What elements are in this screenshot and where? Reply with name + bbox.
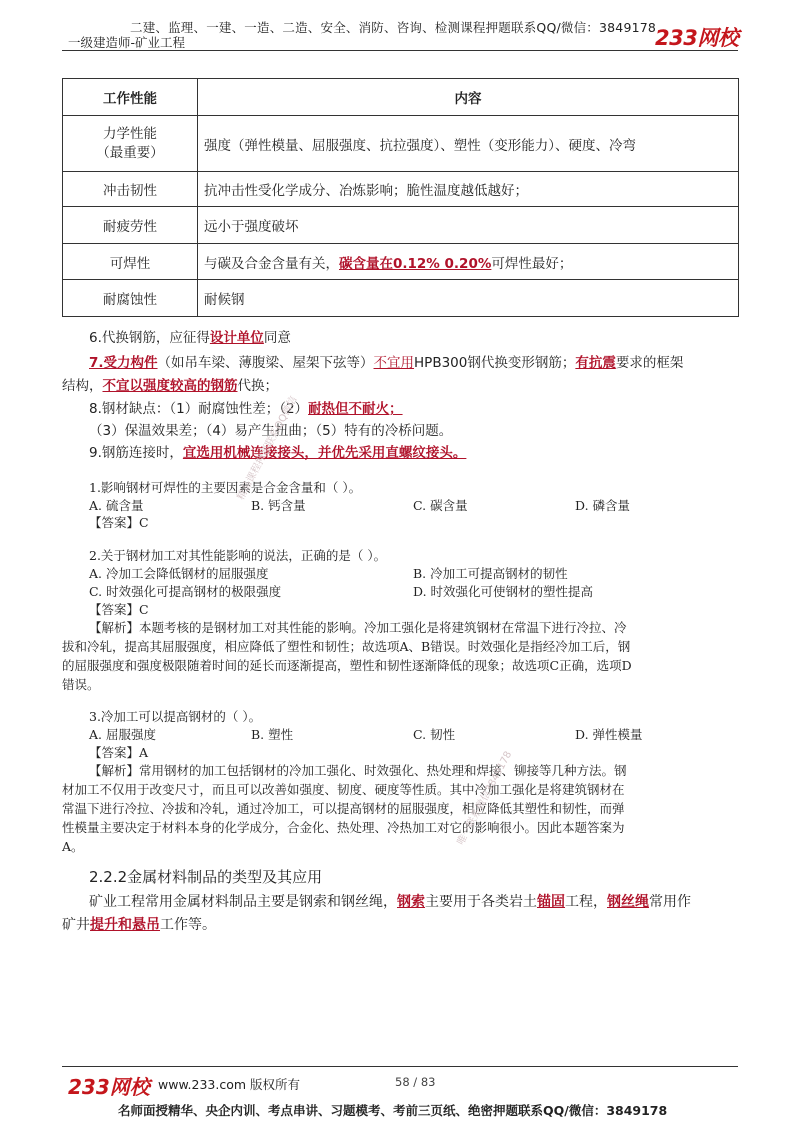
highlight-text: 不宜用 <box>373 355 415 371</box>
highlight-text: 钢丝绳 <box>607 894 649 910</box>
question-2-stem: 2.关于钢材加工对其性能影响的说法，正确的是（ ）。 <box>89 548 387 563</box>
question-1-option-d: D. 磷含量 <box>575 498 631 513</box>
header-subject: 一级建造师-矿业工程 <box>68 35 186 50</box>
highlight-text: 钢索 <box>397 894 425 910</box>
note-text: HPB300钢代换变形钢筋； <box>414 355 576 371</box>
question-3-explanation: 【解析】常用钢材的加工包括钢材的冷加工强化、时效强化、热处理和焊接、铆接等几种方法。钢 <box>89 763 627 778</box>
question-3-explanation: 材加工不仅用于改变尺寸，而且可以改善如强度、韧度、硬度等性质。其中冷加工强化是将建筑钢材在 <box>62 782 625 797</box>
highlight-text: 设计单位 <box>209 330 264 346</box>
note-text: 同意 <box>263 330 291 346</box>
question-1-stem: 1.影响钢材可焊性的主要因素是合金含量和（ ）。 <box>89 480 362 495</box>
question-3-option-c: C. 韧性 <box>413 727 456 742</box>
header-rule <box>62 50 738 51</box>
steel-properties-table <box>62 78 739 317</box>
table-header-row <box>63 79 739 116</box>
highlight-text: 提升和悬吊 <box>90 917 160 933</box>
watermark: 精品课程押题联系QQ微信 <box>235 394 300 503</box>
table-cell-content <box>198 244 739 280</box>
question-1-answer: 【答案】C <box>89 515 149 530</box>
table-cell-property: 耐腐蚀性 <box>63 280 198 317</box>
table-header-cell: 工作性能 <box>63 79 198 116</box>
header-logo: 233网校 <box>655 26 739 50</box>
highlight-text: 有抗震 <box>575 355 616 371</box>
question-3-explanation: 常温下进行冷拉、冷拔和冷轧，通过冷加工，可以提高钢材的屈服强度，相应降低其塑性和韧性，而弹 <box>62 801 625 816</box>
table-header-cell: 内容 <box>198 79 739 116</box>
note-8-cont: （3）保温效果差；（4）易产生扭曲；（5）特有的冷桥问题。 <box>89 423 453 439</box>
note-9 <box>89 441 466 461</box>
note-text: （如吊车梁、薄腹梁、屋架下弦等） <box>157 355 374 371</box>
table-cell-content: 抗冲击性受化学成分、冶炼影响；脆性温度越低越好； <box>198 172 739 207</box>
highlight-text: 宜选用机械连接接头，并优先采用直螺纹接头。 <box>182 445 467 461</box>
table-row <box>63 172 739 207</box>
section-paragraph <box>89 891 691 911</box>
question-3-option-d: D. 弹性模量 <box>575 727 643 742</box>
paragraph-text: 常用作 <box>649 894 691 910</box>
property-note: （最重要） <box>96 144 164 161</box>
paragraph-text: 工作等。 <box>160 917 216 933</box>
footer-site: www.233.com 版权所有 <box>158 1077 300 1092</box>
paragraph-text: 矿井 <box>62 917 90 933</box>
note-text: 6.代换钢筋，应征得 <box>89 330 210 346</box>
question-2-explanation: 的屈服强度和强度极限随着时间的延长而逐渐提高，塑性和韧性逐渐降低的现象；故选项C正确，选项D <box>62 658 632 673</box>
question-2-option-c: C. 时效强化可提高钢材的极限强度 <box>89 584 282 599</box>
question-3-explanation: 性模量主要决定于材料本身的化学成分，合金化、热处理、冷热加工对它的影响很小。因此本题答案为 <box>62 820 625 835</box>
question-1-option-a: A. 硫含量 <box>89 498 144 513</box>
table-cell-property: 耐疲劳性 <box>63 207 198 244</box>
table-row <box>63 116 739 172</box>
note-7 <box>89 351 683 371</box>
table-cell-property: 冲击韧性 <box>63 172 198 207</box>
footer-logo: 233网校 <box>68 1075 150 1099</box>
question-3-option-a: A. 屈服强度 <box>89 727 156 742</box>
paragraph-text: 工程， <box>565 894 607 910</box>
page-number: 58 / 83 <box>395 1075 436 1089</box>
paragraph-text: 主要用于各类岩土 <box>425 894 537 910</box>
note-7-cont <box>62 374 278 394</box>
question-3-stem: 3.冷加工可以提高钢材的（ ）。 <box>89 709 262 724</box>
question-3-explanation: A。 <box>62 839 84 854</box>
paragraph-text: 矿业工程常用金属材料制品主要是钢索和钢丝绳， <box>89 894 397 910</box>
question-2-explanation: 【解析】本题考核的是钢材加工对其性能的影响。冷加工强化是将建筑钢材在常温下进行冷拉、冷 <box>89 620 627 635</box>
section-paragraph-cont <box>62 914 216 934</box>
note-text: 代换； <box>237 378 278 394</box>
highlight-text: 不宜以强度较高的钢筋 <box>102 378 238 394</box>
table-cell-content: 远小于强度破坏 <box>198 207 739 244</box>
note-8 <box>89 397 403 417</box>
content-text: 可焊性最好； <box>491 255 573 272</box>
highlight-text: 7.受力构件 <box>89 355 158 371</box>
note-6 <box>89 326 291 346</box>
table-cell-property <box>63 116 198 172</box>
table-row <box>63 244 739 280</box>
property-name: 力学性能 <box>103 125 157 142</box>
question-2-option-a: A. 冷加工会降低钢材的屈服强度 <box>89 566 269 581</box>
question-1-option-b: B. 钙含量 <box>251 498 306 513</box>
watermark: 唯一联系微信3849178 <box>455 749 515 848</box>
note-text: 8.钢材缺点：（1）耐腐蚀性差；（2） <box>89 401 309 417</box>
highlight-text: 耐热但不耐火； <box>308 401 403 417</box>
footer-contact-line: 名师面授精华、央企内训、考点串讲、习题模考、考前三页纸、绝密押题联系QQ/微信：3849178 <box>118 1103 668 1118</box>
highlight-text: 碳含量在0.12% 0.20% <box>339 255 492 272</box>
note-text: 要求的框架 <box>615 355 684 371</box>
header-contact-line: 二建、监理、一建、一造、二造、安全、消防、咨询、检测课程押题联系QQ/微信：3849178 <box>130 20 657 35</box>
question-2-option-d: D. 时效强化可使钢材的塑性提高 <box>413 584 594 599</box>
table-cell-content: 耐候钢 <box>198 280 739 317</box>
question-1-option-c: C. 碳含量 <box>413 498 468 513</box>
footer-rule <box>62 1066 738 1067</box>
note-text: 9.钢筋连接时， <box>89 445 183 461</box>
highlight-text: 锚固 <box>537 894 565 910</box>
question-3-option-b: B. 塑性 <box>251 727 294 742</box>
note-text: 结构， <box>62 378 103 394</box>
question-2-explanation: 错误。 <box>62 677 100 692</box>
table-row <box>63 207 739 244</box>
content-text: 与碳及合金含量有关， <box>204 255 339 272</box>
table-row <box>63 280 739 317</box>
table-cell-property: 可焊性 <box>63 244 198 280</box>
question-2-option-b: B. 冷加工可提高钢材的韧性 <box>413 566 568 581</box>
table-cell-content: 强度（弹性模量、屈服强度、抗拉强度）、塑性（变形能力）、硬度、冷弯 <box>198 116 739 172</box>
question-2-answer: 【答案】C <box>89 602 149 617</box>
question-3-answer: 【答案】A <box>89 745 149 760</box>
section-heading: 2.2.2金属材料制品的类型及其应用 <box>89 868 323 886</box>
question-2-explanation: 拔和冷轧，提高其屈服强度，相应降低了塑性和韧性；故选项A、B错误。时效强化是指经冷加工后，钢 <box>62 639 631 654</box>
